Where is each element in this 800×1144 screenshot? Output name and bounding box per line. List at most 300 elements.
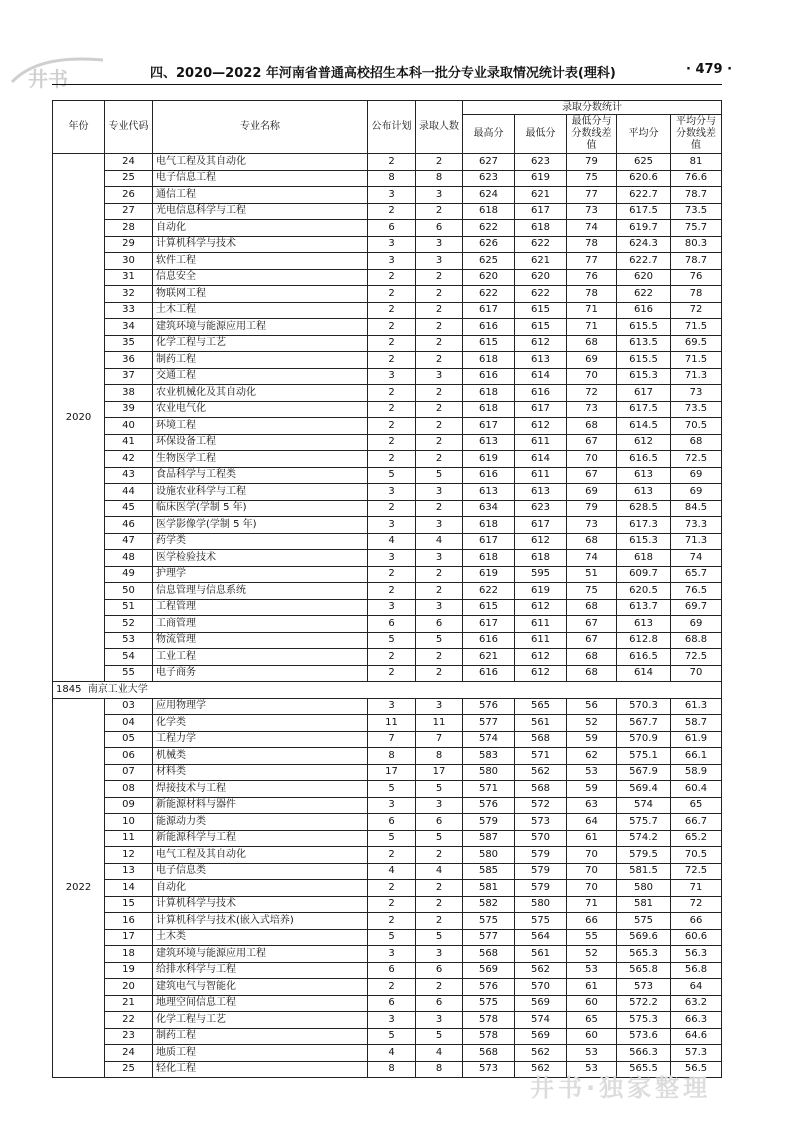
cell-avg-diff: 57.3 (671, 1045, 722, 1062)
page-title: 四、2020—2022 年河南省普通高校招生本科一批分专业录取情况统计表(理科) (150, 66, 616, 81)
cell-max: 573 (463, 1061, 515, 1078)
table-row (53, 335, 722, 352)
cell-code: 05 (105, 731, 153, 748)
cell-name: 物流管理 (153, 632, 368, 649)
cell-admitted: 2 (416, 302, 463, 319)
section-2022 (53, 698, 722, 1078)
cell-plan: 2 (368, 896, 416, 913)
table-row (53, 434, 722, 451)
cell-code: 20 (105, 979, 153, 996)
cell-code: 14 (105, 880, 153, 897)
footer-watermark: 井书·独家整理 (530, 1074, 712, 1102)
table-row (53, 616, 722, 633)
page-number: · 479 · (686, 62, 733, 77)
cell-admitted: 2 (416, 269, 463, 286)
cell-avg: 573 (617, 979, 671, 996)
cell-max: 569 (463, 962, 515, 979)
cell-max: 575 (463, 995, 515, 1012)
cell-name: 化学工程与工艺 (153, 335, 368, 352)
cell-max: 615 (463, 599, 515, 616)
cell-min: 612 (515, 599, 567, 616)
cell-min: 622 (515, 236, 567, 253)
cell-name: 建筑电气与智能化 (153, 979, 368, 996)
header-stats-group: 录取分数统计 (463, 101, 722, 115)
cell-min-diff: 70 (567, 451, 617, 468)
cell-min: 595 (515, 566, 567, 583)
cell-name: 轻化工程 (153, 1061, 368, 1078)
cell-min-diff: 67 (567, 632, 617, 649)
cell-admitted: 6 (416, 616, 463, 633)
cell-max: 620 (463, 269, 515, 286)
cell-code: 18 (105, 946, 153, 963)
cell-admitted: 2 (416, 203, 463, 220)
cell-name: 能源动力类 (153, 814, 368, 831)
cell-name: 交通工程 (153, 368, 368, 385)
cell-max: 618 (463, 517, 515, 534)
cell-min: 579 (515, 863, 567, 880)
cell-admitted: 2 (416, 401, 463, 418)
cell-min-diff: 70 (567, 880, 617, 897)
cell-min: 568 (515, 731, 567, 748)
cell-name: 材料类 (153, 764, 368, 781)
table-row (53, 319, 722, 336)
cell-min: 613 (515, 352, 567, 369)
cell-avg-diff: 69 (671, 467, 722, 484)
cell-name: 新能源科学与工程 (153, 830, 368, 847)
cell-avg: 575.7 (617, 814, 671, 831)
cell-plan: 2 (368, 566, 416, 583)
cell-max: 580 (463, 847, 515, 864)
cell-min-diff: 53 (567, 764, 617, 781)
cell-avg: 569.4 (617, 781, 671, 798)
cell-plan: 3 (368, 946, 416, 963)
cell-name: 通信工程 (153, 187, 368, 204)
cell-code: 10 (105, 814, 153, 831)
cell-min: 569 (515, 995, 567, 1012)
cell-max: 585 (463, 863, 515, 880)
table-row (53, 170, 722, 187)
cell-min-diff: 74 (567, 550, 617, 567)
table-row (53, 220, 722, 237)
cell-avg: 617.3 (617, 517, 671, 534)
cell-min-diff: 61 (567, 830, 617, 847)
cell-avg: 609.7 (617, 566, 671, 583)
cell-max: 577 (463, 929, 515, 946)
cell-plan: 5 (368, 632, 416, 649)
cell-plan: 3 (368, 484, 416, 501)
cell-name: 自动化 (153, 880, 368, 897)
cell-code: 11 (105, 830, 153, 847)
cell-avg: 618 (617, 550, 671, 567)
cell-admitted: 5 (416, 632, 463, 649)
cell-max: 616 (463, 368, 515, 385)
cell-code: 04 (105, 715, 153, 732)
cell-admitted: 5 (416, 467, 463, 484)
cell-name: 物联网工程 (153, 286, 368, 303)
cell-min: 612 (515, 418, 567, 435)
cell-code: 17 (105, 929, 153, 946)
cell-code: 55 (105, 665, 153, 682)
cell-avg-diff: 69.5 (671, 335, 722, 352)
table-row (53, 962, 722, 979)
cell-name: 食品科学与工程类 (153, 467, 368, 484)
cell-admitted: 4 (416, 533, 463, 550)
table-row (53, 269, 722, 286)
cell-name: 农业电气化 (153, 401, 368, 418)
table-row (53, 649, 722, 666)
cell-min: 614 (515, 368, 567, 385)
cell-min-diff: 79 (567, 500, 617, 517)
table-row (53, 1012, 722, 1029)
cell-name: 环境工程 (153, 418, 368, 435)
table-row (53, 847, 722, 864)
cell-min: 611 (515, 616, 567, 633)
school-cell (53, 682, 722, 699)
cell-min: 616 (515, 385, 567, 402)
header-rule (52, 84, 722, 85)
cell-avg: 570.3 (617, 698, 671, 715)
cell-min: 611 (515, 632, 567, 649)
cell-min: 575 (515, 913, 567, 930)
cell-max: 616 (463, 319, 515, 336)
cell-name: 机械类 (153, 748, 368, 765)
cell-avg-diff: 65 (671, 797, 722, 814)
cell-avg: 580 (617, 880, 671, 897)
cell-avg: 613 (617, 467, 671, 484)
cell-avg-diff: 71.5 (671, 319, 722, 336)
cell-max: 613 (463, 434, 515, 451)
cell-min-diff: 59 (567, 731, 617, 748)
cell-avg: 615.3 (617, 533, 671, 550)
cell-max: 617 (463, 533, 515, 550)
cell-avg: 615.3 (617, 368, 671, 385)
cell-min-diff: 75 (567, 583, 617, 600)
cell-min-diff: 78 (567, 286, 617, 303)
cell-code: 51 (105, 599, 153, 616)
cell-admitted: 2 (416, 451, 463, 468)
cell-min: 564 (515, 929, 567, 946)
cell-code: 16 (105, 913, 153, 930)
cell-max: 616 (463, 467, 515, 484)
cell-min: 622 (515, 286, 567, 303)
cell-avg-diff: 72.5 (671, 451, 722, 468)
cell-avg-diff: 70.5 (671, 847, 722, 864)
table-row (53, 352, 722, 369)
cell-min-diff: 55 (567, 929, 617, 946)
cell-avg: 624.3 (617, 236, 671, 253)
cell-min: 612 (515, 335, 567, 352)
cell-plan: 2 (368, 269, 416, 286)
table-row (53, 995, 722, 1012)
cell-min: 619 (515, 170, 567, 187)
cell-admitted: 2 (416, 566, 463, 583)
cell-avg: 615.5 (617, 352, 671, 369)
cell-min: 620 (515, 269, 567, 286)
cell-name: 土木工程 (153, 302, 368, 319)
cell-code: 19 (105, 962, 153, 979)
cell-admitted: 3 (416, 368, 463, 385)
table-row (53, 203, 722, 220)
cell-plan: 8 (368, 748, 416, 765)
cell-admitted: 2 (416, 434, 463, 451)
cell-max: 619 (463, 451, 515, 468)
cell-max: 622 (463, 583, 515, 600)
cell-avg: 567.7 (617, 715, 671, 732)
table-row (53, 517, 722, 534)
cell-avg-diff: 78 (671, 286, 722, 303)
cell-name: 化学工程与工艺 (153, 1012, 368, 1029)
cell-code: 42 (105, 451, 153, 468)
cell-avg-diff: 73.3 (671, 517, 722, 534)
cell-admitted: 3 (416, 484, 463, 501)
cell-avg-diff: 60.6 (671, 929, 722, 946)
cell-plan: 2 (368, 434, 416, 451)
cell-max: 626 (463, 236, 515, 253)
table-row (53, 979, 722, 996)
cell-name: 自动化 (153, 220, 368, 237)
cell-avg: 620.6 (617, 170, 671, 187)
cell-code: 35 (105, 335, 153, 352)
cell-name: 信息管理与信息系统 (153, 583, 368, 600)
cell-avg: 628.5 (617, 500, 671, 517)
cell-name: 建筑环境与能源应用工程 (153, 319, 368, 336)
table-row (53, 797, 722, 814)
cell-avg: 565.3 (617, 946, 671, 963)
cell-avg: 614.5 (617, 418, 671, 435)
cell-code: 45 (105, 500, 153, 517)
cell-min: 580 (515, 896, 567, 913)
table-row (53, 566, 722, 583)
cell-admitted: 5 (416, 929, 463, 946)
cell-code: 48 (105, 550, 153, 567)
cell-min-diff: 53 (567, 1045, 617, 1062)
cell-min: 621 (515, 253, 567, 270)
cell-max: 579 (463, 814, 515, 831)
cell-avg: 565.8 (617, 962, 671, 979)
cell-code: 08 (105, 781, 153, 798)
table-row (53, 500, 722, 517)
cell-max: 576 (463, 797, 515, 814)
cell-min-diff: 69 (567, 484, 617, 501)
cell-code: 28 (105, 220, 153, 237)
cell-max: 622 (463, 286, 515, 303)
cell-plan: 3 (368, 599, 416, 616)
table-row (53, 484, 722, 501)
section-2020 (53, 154, 722, 682)
cell-name: 制药工程 (153, 1028, 368, 1045)
cell-admitted: 3 (416, 599, 463, 616)
cell-min-diff: 75 (567, 170, 617, 187)
cell-avg-diff: 56.3 (671, 946, 722, 963)
cell-admitted: 7 (416, 731, 463, 748)
cell-avg-diff: 70 (671, 665, 722, 682)
cell-max: 582 (463, 896, 515, 913)
cell-max: 617 (463, 302, 515, 319)
table-row (53, 715, 722, 732)
cell-admitted: 2 (416, 286, 463, 303)
cell-plan: 5 (368, 929, 416, 946)
cell-min: 617 (515, 517, 567, 534)
cell-max: 618 (463, 352, 515, 369)
cell-code: 33 (105, 302, 153, 319)
cell-admitted: 8 (416, 170, 463, 187)
cell-max: 581 (463, 880, 515, 897)
cell-avg-diff: 71.3 (671, 533, 722, 550)
table-row (53, 830, 722, 847)
cell-max: 618 (463, 550, 515, 567)
cell-name: 给排水科学与工程 (153, 962, 368, 979)
cell-min-diff: 71 (567, 319, 617, 336)
cell-plan: 2 (368, 302, 416, 319)
cell-plan: 4 (368, 1045, 416, 1062)
cell-admitted: 2 (416, 847, 463, 864)
header-min-diff: 最低分与分数线差值 (567, 115, 617, 154)
cell-min-diff: 79 (567, 154, 617, 171)
cell-name: 地质工程 (153, 1045, 368, 1062)
cell-avg-diff: 70.5 (671, 418, 722, 435)
cell-admitted: 4 (416, 863, 463, 880)
cell-admitted: 2 (416, 913, 463, 930)
table-row (53, 764, 722, 781)
cell-admitted: 8 (416, 1061, 463, 1078)
table-row (53, 731, 722, 748)
cell-avg-diff: 69.7 (671, 599, 722, 616)
school-name: 南京工业大学 (87, 683, 148, 695)
cell-code: 37 (105, 368, 153, 385)
cell-max: 615 (463, 335, 515, 352)
cell-admitted: 3 (416, 1012, 463, 1029)
cell-admitted: 3 (416, 517, 463, 534)
cell-min-diff: 52 (567, 946, 617, 963)
cell-avg: 572.2 (617, 995, 671, 1012)
cell-plan: 6 (368, 962, 416, 979)
cell-plan: 3 (368, 550, 416, 567)
cell-avg-diff: 64.6 (671, 1028, 722, 1045)
cell-code: 25 (105, 1061, 153, 1078)
cell-code: 30 (105, 253, 153, 270)
cell-name: 生物医学工程 (153, 451, 368, 468)
header-avg-diff: 平均分与分数线差值 (671, 115, 722, 154)
cell-min: 612 (515, 665, 567, 682)
cell-code: 50 (105, 583, 153, 600)
cell-min: 574 (515, 1012, 567, 1029)
cell-min-diff: 60 (567, 1028, 617, 1045)
cell-min-diff: 56 (567, 698, 617, 715)
cell-min-diff: 68 (567, 533, 617, 550)
table-row (53, 533, 722, 550)
cell-plan: 3 (368, 187, 416, 204)
cell-plan: 8 (368, 170, 416, 187)
cell-avg-diff: 66.1 (671, 748, 722, 765)
table-row (53, 748, 722, 765)
cell-name: 电气工程及其自动化 (153, 154, 368, 171)
cell-avg: 622.7 (617, 253, 671, 270)
cell-avg-diff: 78.7 (671, 187, 722, 204)
cell-min-diff: 74 (567, 220, 617, 237)
cell-min: 561 (515, 715, 567, 732)
table-row (53, 236, 722, 253)
cell-min-diff: 53 (567, 1061, 617, 1078)
table-row (53, 467, 722, 484)
cell-min: 573 (515, 814, 567, 831)
table-row (53, 599, 722, 616)
table-row (53, 698, 722, 715)
cell-name: 工程管理 (153, 599, 368, 616)
cell-code: 22 (105, 1012, 153, 1029)
cell-avg: 616.5 (617, 649, 671, 666)
cell-min: 570 (515, 979, 567, 996)
cell-avg: 622 (617, 286, 671, 303)
cell-plan: 2 (368, 451, 416, 468)
cell-avg: 573.6 (617, 1028, 671, 1045)
cell-min-diff: 53 (567, 962, 617, 979)
cell-name: 工商管理 (153, 616, 368, 633)
cell-min-diff: 71 (567, 302, 617, 319)
cell-plan: 6 (368, 814, 416, 831)
cell-name: 工业工程 (153, 649, 368, 666)
cell-code: 25 (105, 170, 153, 187)
cell-admitted: 3 (416, 698, 463, 715)
cell-max: 576 (463, 698, 515, 715)
cell-min: 612 (515, 533, 567, 550)
cell-admitted: 2 (416, 880, 463, 897)
cell-min: 562 (515, 1045, 567, 1062)
cell-max: 583 (463, 748, 515, 765)
cell-avg-diff: 61.3 (671, 698, 722, 715)
cell-name: 应用物理学 (153, 698, 368, 715)
cell-admitted: 6 (416, 962, 463, 979)
cell-name: 设施农业科学与工程 (153, 484, 368, 501)
cell-name: 电气工程及其自动化 (153, 847, 368, 864)
cell-max: 616 (463, 665, 515, 682)
cell-avg-diff: 66.3 (671, 1012, 722, 1029)
cell-code: 06 (105, 748, 153, 765)
cell-admitted: 2 (416, 418, 463, 435)
cell-name: 软件工程 (153, 253, 368, 270)
cell-code: 27 (105, 203, 153, 220)
cell-avg-diff: 72.5 (671, 863, 722, 880)
cell-avg: 574 (617, 797, 671, 814)
cell-min-diff: 68 (567, 665, 617, 682)
cell-code: 15 (105, 896, 153, 913)
cell-min-diff: 65 (567, 1012, 617, 1029)
cell-max: 627 (463, 154, 515, 171)
cell-min-diff: 73 (567, 203, 617, 220)
cell-code: 12 (105, 847, 153, 864)
logo-swoosh-icon (8, 52, 118, 98)
cell-avg-diff: 68 (671, 434, 722, 451)
school-code: 1845 (56, 683, 82, 695)
cell-plan: 4 (368, 863, 416, 880)
cell-plan: 11 (368, 715, 416, 732)
cell-min-diff: 67 (567, 616, 617, 633)
cell-name: 环保设备工程 (153, 434, 368, 451)
cell-avg-diff: 72.5 (671, 649, 722, 666)
cell-admitted: 8 (416, 748, 463, 765)
cell-avg: 625 (617, 154, 671, 171)
cell-plan: 2 (368, 154, 416, 171)
header-max: 最高分 (463, 115, 515, 154)
cell-min-diff: 67 (567, 434, 617, 451)
cell-max: 568 (463, 946, 515, 963)
cell-plan: 2 (368, 203, 416, 220)
cell-name: 医学影像学(学制 5 年) (153, 517, 368, 534)
cell-code: 40 (105, 418, 153, 435)
cell-min-diff: 70 (567, 847, 617, 864)
cell-avg: 566.3 (617, 1045, 671, 1062)
table-row (53, 253, 722, 270)
cell-min: 562 (515, 962, 567, 979)
